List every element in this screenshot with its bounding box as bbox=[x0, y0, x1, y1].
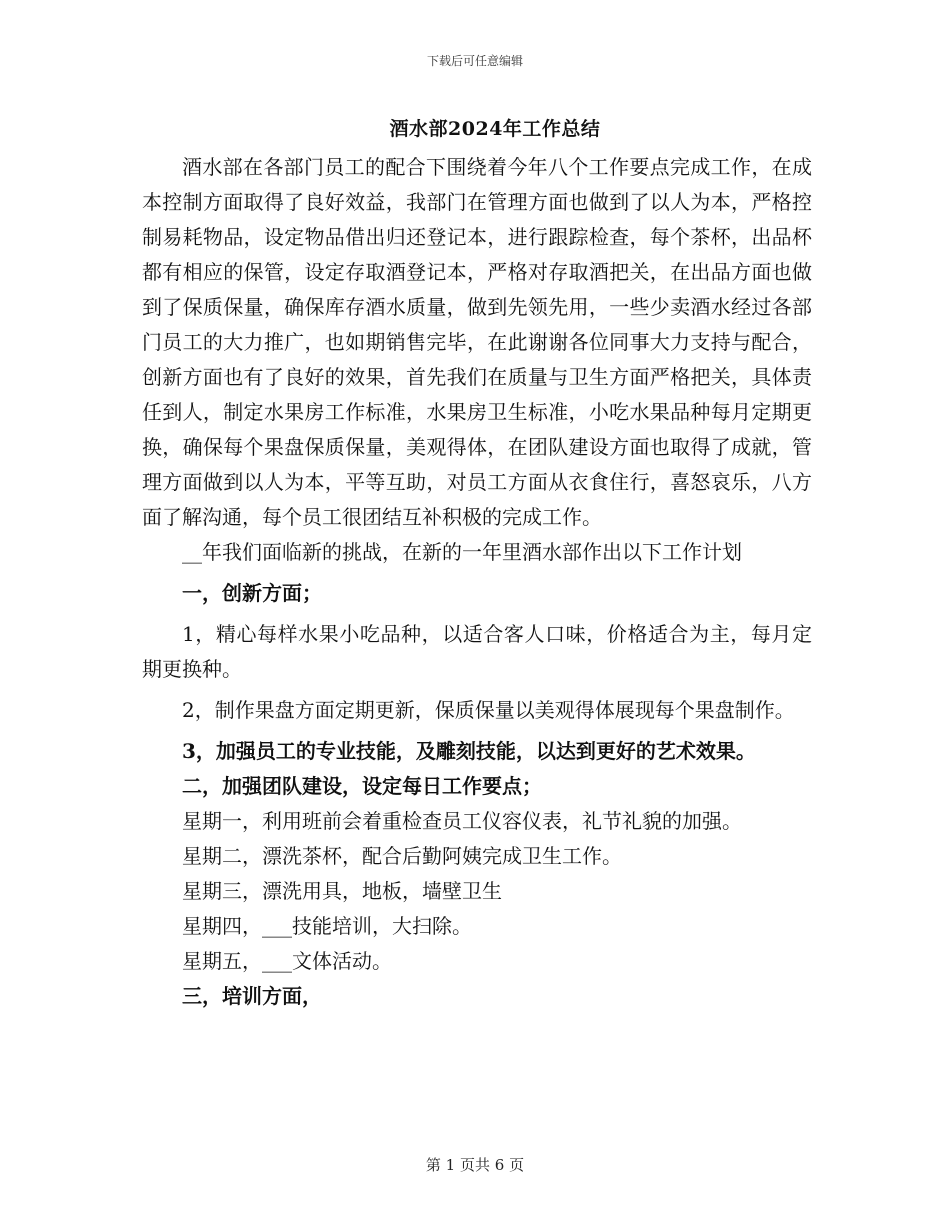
document-body bbox=[142, 150, 812, 1014]
intro-paragraph: 酒水部在各部门员工的配合下围绕着今年八个工作要点完成工作，在成本控制方面取得了良好效益，我部门在管理方面也做到了以人为本，严格控制易耗物品，设定物品借出归还登记本，进行跟踪检查，每个茶杯，出品杯都有相应的保管，设定存取酒登记本，严格对存取酒把关，在出品方面也做到了保质保量，确保库存酒水质量，做到先领先用，一些少卖酒水经过各部门员工的大力推广，也如期销售完毕，在此谢谢各位同事大力支持与配合，创新方面也有了良好的效果，首先我们在质量与卫生方面严格把关，具体责任到人，制定水果房工作标准，水果房卫生标准，小吃水果品种每月定期更换，确保每个果盘保质保量，美观得体，在团队建设方面也取得了成就，管理方面做到以人为本，平等互助，对员工方面从衣食住行，喜怒哀乐，八方面了解沟通，每个员工很团结互补积极的完成工作。 bbox=[142, 155, 812, 529]
page-number: 第 1 页共 6 页 bbox=[425, 1156, 525, 1174]
weekday-friday: 星期五，___文体活动。 bbox=[182, 949, 392, 973]
section1-item-3: 3，加强员工的专业技能，及雕刻技能，以达到更好的艺术效果。 bbox=[182, 739, 756, 763]
weekday-tuesday: 星期二，漂洗茶杯，配合后勤阿姨完成卫生工作。 bbox=[182, 844, 622, 868]
section1-item-2: 2，制作果盘方面定期更新，保质保量以美观得体展现每个果盘制作。 bbox=[182, 698, 795, 722]
section2-heading: 二，加强团队建设，设定每日工作要点； bbox=[182, 774, 542, 798]
section1-heading: 一，创新方面； bbox=[182, 581, 322, 605]
weekday-thursday: 星期四，___技能培训，大扫除。 bbox=[182, 914, 472, 938]
section3-heading: 三，培训方面， bbox=[182, 984, 322, 1008]
plan-intro-paragraph: __年我们面临新的挑战，在新的一年里酒水部作出以下工作计划 bbox=[182, 540, 742, 564]
section1-item-1: 1，精心每样水果小吃品种，以适合客人口味，价格适合为主，每月定期更换种。 bbox=[142, 622, 812, 681]
weekday-monday: 星期一，利用班前会着重检查员工仪容仪表，礼节礼貌的加强。 bbox=[182, 809, 742, 833]
weekday-wednesday: 星期三，漂洗用具，地板，墙壁卫生 bbox=[182, 879, 502, 903]
header-note: 下载后可任意编辑 bbox=[426, 54, 523, 68]
document-title: 酒水部2024年工作总结 bbox=[389, 118, 601, 140]
